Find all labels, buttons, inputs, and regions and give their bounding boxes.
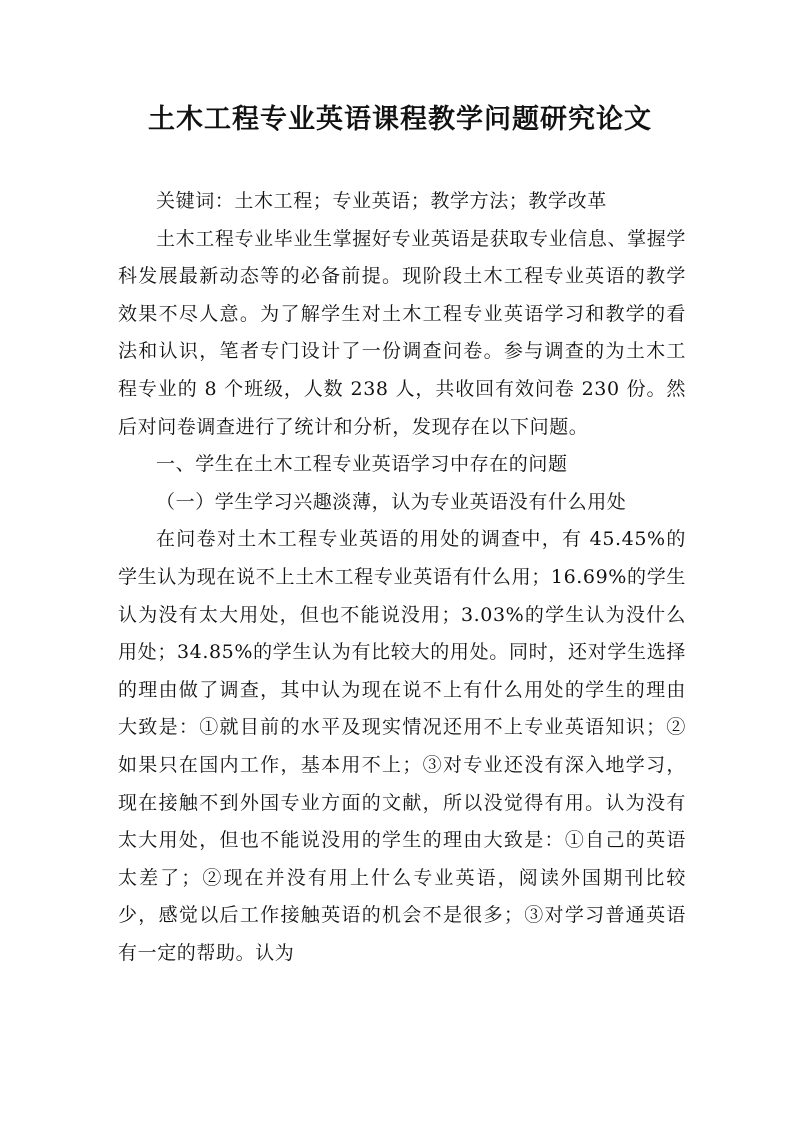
section-heading: 一、学生在土木工程专业英语学习中存在的问题: [156, 453, 568, 476]
document-body: [118, 183, 686, 972]
document-title: 土木工程专业英语课程教学问题研究论文: [148, 104, 652, 135]
keywords-line: 关键词：土木工程；专业英语；教学方法；教学改革: [156, 190, 607, 212]
body-paragraph: 在问卷对土木工程专业英语的用处的调查中，有 45.45%的学生认为现在说不上土木工程专业英语有什么用；16.69%的学生认为没有太大用处，但也不能说没用；3.03%的学生认为没什么用处；34.85%的学生认为有比较大的用处。同时，还对学生选择的理由做了调查，其中认为现在说不上有什么用处的学生的理由大致是：①就目前的水平及现实情况还用不上专业英语知识；②如果只在国内工作，基本用不上；③对专业还没有深入地学习，现在接触不到外国专业方面的文献，所以没觉得有用。认为没有太大用处，但也不能说没用的学生的理由大致是：①自己的英语太差了；②现在并没有用上什么专业英语，阅读外国期刊比较少，感觉以后工作接触英语的机会不是很多；③对学习普通英语有一定的帮助。认为: [118, 528, 686, 964]
subsection-heading: （一）学生学习兴趣淡薄，认为专业英语没有什么用处: [156, 490, 627, 513]
intro-paragraph: 土木工程专业毕业生掌握好专业英语是获取专业信息、掌握学科发展最新动态等的必备前提。现阶段土木工程专业英语的教学效果不尽人意。为了解学生对土木工程专业英语学习和教学的看法和认识，笔者专门设计了一份调查问卷。参与调查的为土木工程专业的 8 个班级，人数 238 人，共收回有效问卷 230 份。然后对问卷调查进行了统计和分析，发现存在以下问题。: [118, 227, 686, 438]
